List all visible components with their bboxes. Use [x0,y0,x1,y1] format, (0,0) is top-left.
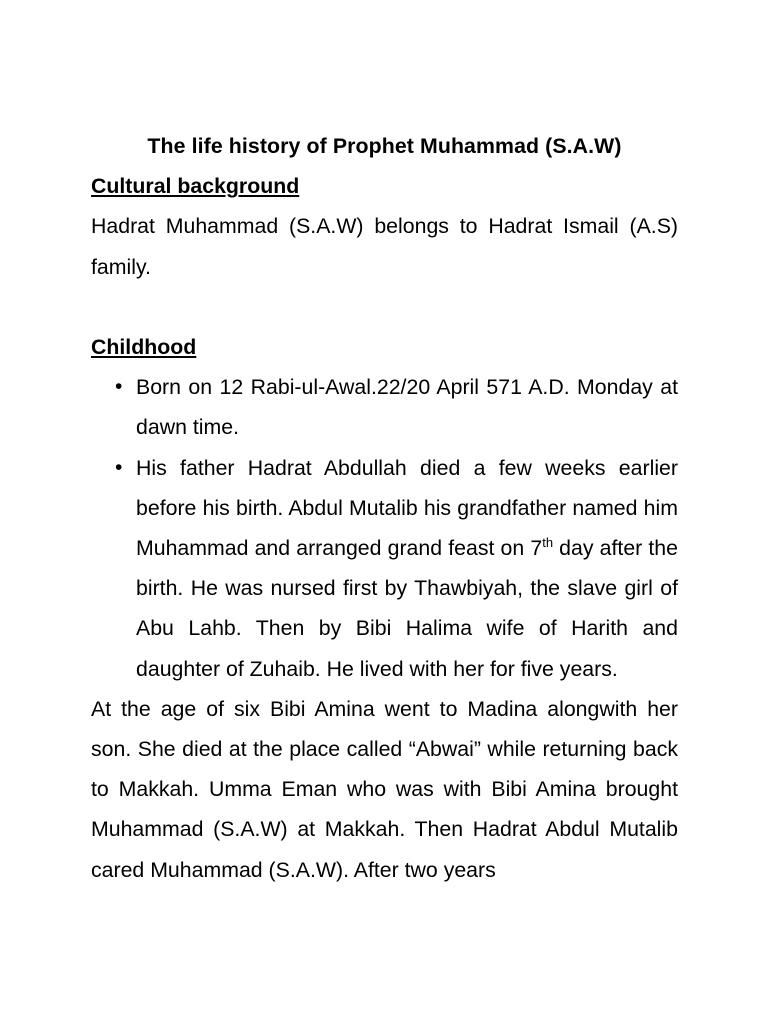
bullet-text-part-1: His father Hadrat Abdullah died a few weeks earlier before his birth. Abdul Mutalib his grandfather named him Muhammad and arranged grand feast on 7 [136,455,678,561]
document-body [91,126,678,890]
section-spacer [91,287,678,327]
ordinal-superscript: th [542,534,554,550]
cultural-background-text: Hadrat Muhammad (S.A.W) belongs to Hadrat Ismail (A.S) family. [91,214,678,279]
cultural-background-heading: Cultural background [91,174,300,199]
bullet-icon: • [115,375,123,399]
document-title: The life history of Prophet Muhammad (S.A.W) [147,134,622,158]
bullet-text-part-2: day after the birth. He was nursed first by Thawbiyah, the slave girl of Abu Lahb. Then by Bibi Halima wife of Harith and daughter of Zuhaib. He lived with her for five years. [136,536,679,681]
bullet-icon: • [115,455,123,479]
childhood-bullet-family [91,448,678,689]
childhood-heading: Childhood [91,335,197,359]
bullet-text: Born on 12 Rabi-ul-Awal.22/20 April 571 A.D. Monday at dawn time. [136,375,678,440]
childhood-bullet-list [91,367,678,689]
childhood-paragraph: At the age of six Bibi Amina went to Madina alongwith her son. She died at the place called “Abwai” while returning back to Makkah. Umma Eman who was with Bibi Amina brought Muhammad (S.A.W) at Makkah. Then Hadrat Abdul Mutalib cared Muhammad (S.A.W). After two years [91,696,678,882]
childhood-bullet-birth [91,367,678,447]
